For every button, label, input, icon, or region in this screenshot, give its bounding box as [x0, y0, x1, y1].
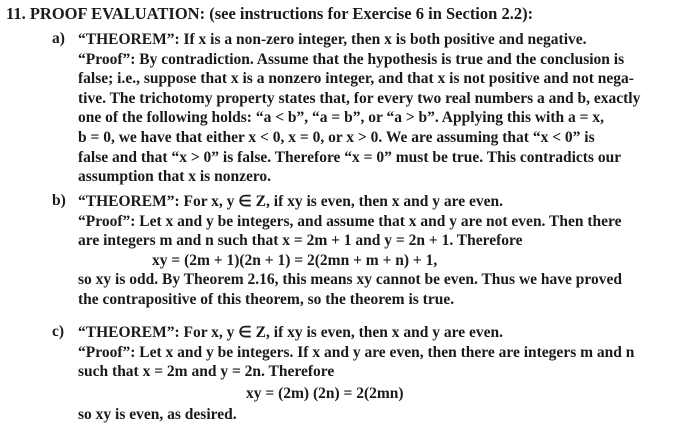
part-c-line: so xy is even, as desired.	[78, 406, 237, 424]
part-b-body	[78, 192, 692, 310]
part-b-equation: xy = (2m + 1)(2n + 1) = 2(2mn + m + n) + 1,	[152, 251, 438, 269]
part-b	[52, 192, 692, 310]
part-c-body	[78, 323, 692, 425]
part-a-line: “Proof”: By contradiction. Assume that the hypothesis is true and the conclusion is	[78, 50, 625, 68]
part-b-label: b)	[52, 192, 66, 209]
part-a-line: tive. The trichotomy property states that, for every two real numbers a and b, exactly	[78, 89, 641, 107]
part-b-line: are integers m and n such that x = 2m + 1 and y = 2n + 1. Therefore	[78, 232, 523, 250]
part-b-line: so xy is odd. By Theorem 2.16, this means xy cannot be even. Thus we have proved	[78, 271, 622, 289]
part-c-equation: xy = (2m) (2n) = 2(2mn)	[246, 384, 404, 402]
part-c	[52, 323, 692, 425]
part-b-line: the contrapositive of this theorem, so the theorem is true.	[78, 290, 455, 308]
part-a-body	[78, 30, 692, 187]
part-b-line: “THEOREM”: For x, y ∈ Z, if xy is even, then x and y are even.	[78, 193, 503, 210]
exercise-title: 11. PROOF EVALUATION: (see instructions for Exercise 6 in Section 2.2):	[6, 4, 534, 23]
part-a-line: false and that “x > 0” is false. Therefore “x = 0” must be true. This contradicts our	[78, 148, 622, 166]
part-a-label: a)	[52, 30, 65, 47]
part-a-line: “THEOREM”: If x is a non-zero integer, then x is both positive and negative.	[78, 31, 587, 48]
part-b-line: “Proof”: Let x and y be integers, and assume that x and y are not even. Then there	[78, 212, 622, 230]
part-a-line: false; i.e., suppose that x is a nonzero integer, and that x is not positive and not nega-	[78, 70, 634, 88]
part-a-line: b = 0, we have that either x < 0, x = 0, or x > 0. We are assuming that “x < 0” is	[78, 128, 595, 146]
part-c-label: c)	[52, 323, 65, 340]
part-a-line: one of the following holds: “a < b”, “a = b”, or “a > b”. Applying this with a = x,	[78, 109, 604, 127]
part-c-line: “Proof”: Let x and y be integers. If x and y are even, then there are integers m and n	[78, 343, 635, 361]
part-c-line: “THEOREM”: For x, y ∈ Z, if xy is even, then x and y are even.	[78, 324, 503, 341]
part-c-line: such that x = 2m and y = 2n. Therefore	[78, 363, 335, 381]
part-a	[52, 30, 692, 187]
part-a-line: assumption that x is nonzero.	[78, 168, 272, 186]
